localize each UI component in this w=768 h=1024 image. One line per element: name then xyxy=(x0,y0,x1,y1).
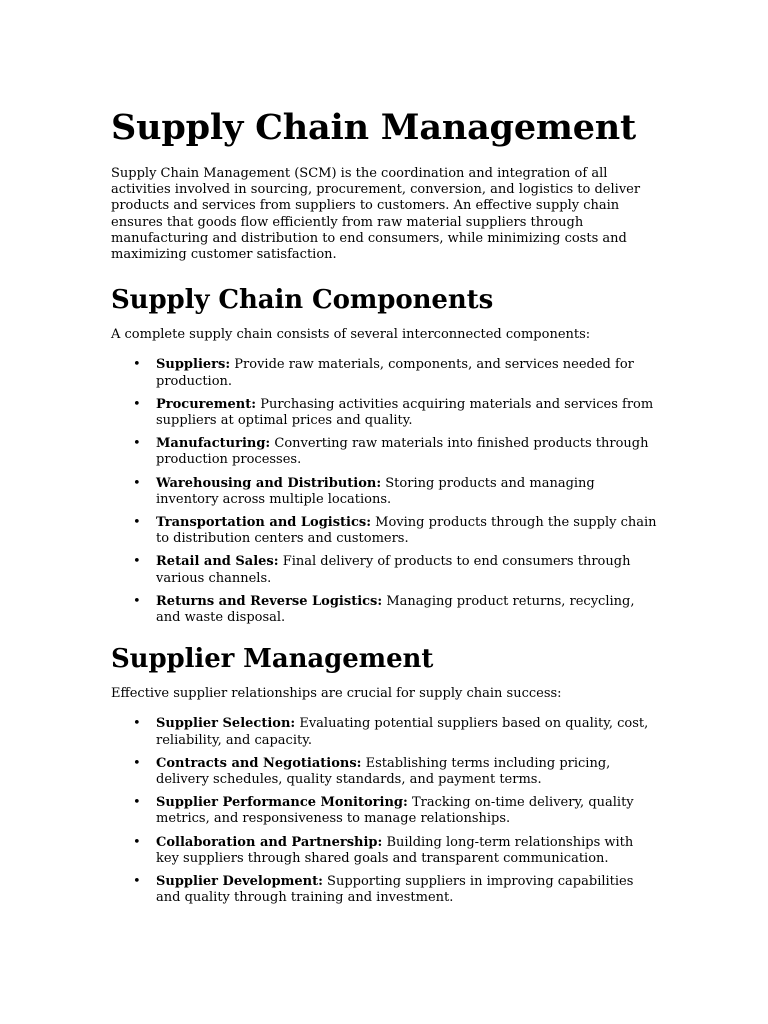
list-item xyxy=(111,476,659,508)
list-item-term: Suppliers: xyxy=(156,357,231,373)
list-item-term: Transportation and Logistics: xyxy=(156,515,372,531)
list-item-term: Manufacturing: xyxy=(156,436,271,452)
list-item xyxy=(111,835,659,867)
bullet-icon: • xyxy=(133,795,141,811)
section-heading-components: Supply Chain Components xyxy=(111,285,494,316)
list-item-term: Warehousing and Distribution: xyxy=(156,475,382,491)
bullet-icon: • xyxy=(133,755,141,771)
list-item-text: Purchasing activities acquiring materials and services from suppliers at optimal prices and quality. xyxy=(156,396,654,429)
bullet-icon: • xyxy=(133,834,141,850)
list-item xyxy=(111,397,659,429)
list-item-term: Contracts and Negotiations: xyxy=(156,755,362,771)
supplier-lead: Effective supplier relationships are crucial for supply chain success: xyxy=(111,686,562,702)
components-list xyxy=(111,357,659,626)
list-item-text: Managing product returns, recycling, and waste disposal. xyxy=(156,593,635,626)
list-item xyxy=(111,874,659,906)
list-item-term: Supplier Development: xyxy=(156,874,323,890)
list-item xyxy=(111,436,659,468)
list-item-term: Collaboration and Partnership: xyxy=(156,834,383,850)
list-item-term: Supplier Selection: xyxy=(156,716,296,732)
bullet-icon: • xyxy=(133,475,141,491)
list-item-text: Tracking on-time delivery, quality metrics, and responsiveness to manage relationships. xyxy=(156,795,634,827)
bullet-icon: • xyxy=(133,396,141,412)
intro-paragraph: Supply Chain Management (SCM) is the coordination and integration of all activities involved in sourcing, procurement, conversion, and logistics to deliver products and services from suppliers to customers. An effective supply chain ensures that goods flow efficiently from raw material suppliers through manufacturing and distribution to end consumers, while minimizing costs and maximizing customer satisfaction. xyxy=(111,166,641,263)
bullet-icon: • xyxy=(133,874,141,890)
list-item-term: Retail and Sales: xyxy=(156,554,279,570)
page-title: Supply Chain Management xyxy=(111,107,636,148)
bullet-icon: • xyxy=(133,515,141,531)
list-item-text: Supporting suppliers in improving capabilities and quality through training and investment. xyxy=(156,874,634,906)
components-lead: A complete supply chain consists of several interconnected components: xyxy=(111,327,591,343)
bullet-icon: • xyxy=(133,357,141,373)
list-item-term: Supplier Performance Monitoring: xyxy=(156,795,408,811)
bullet-icon: • xyxy=(133,436,141,452)
list-item-text: Storing products and managing inventory across multiple locations. xyxy=(156,475,595,507)
bullet-icon: • xyxy=(133,716,141,732)
list-item-text: Final delivery of products to end consumers through various channels. xyxy=(156,554,631,586)
list-item xyxy=(111,795,659,827)
section-heading-supplier: Supplier Management xyxy=(111,644,434,675)
list-item-text: Building long-term relationships with key suppliers through shared goals and transparent communication. xyxy=(156,834,634,866)
document-page xyxy=(111,104,659,923)
list-item-text: Provide raw materials, components, and services needed for production. xyxy=(156,357,634,389)
list-item-term: Procurement: xyxy=(156,396,257,412)
supplier-list xyxy=(111,716,659,906)
list-item-text: Converting raw materials into finished products through production processes. xyxy=(156,436,649,468)
list-item xyxy=(111,716,659,748)
list-item xyxy=(111,756,659,788)
bullet-icon: • xyxy=(133,593,141,609)
bullet-icon: • xyxy=(133,554,141,570)
list-item xyxy=(111,554,659,586)
list-item-text: Establishing terms including pricing, delivery schedules, quality standards, and payment terms. xyxy=(156,755,611,788)
list-item xyxy=(111,515,659,547)
list-item xyxy=(111,594,659,626)
list-item xyxy=(111,357,659,389)
list-item-text: Moving products through the supply chain to distribution centers and customers. xyxy=(156,515,657,547)
list-item-term: Returns and Reverse Logistics: xyxy=(156,593,383,609)
list-item-text: Evaluating potential suppliers based on quality, cost, reliability, and capacity. xyxy=(156,716,649,748)
